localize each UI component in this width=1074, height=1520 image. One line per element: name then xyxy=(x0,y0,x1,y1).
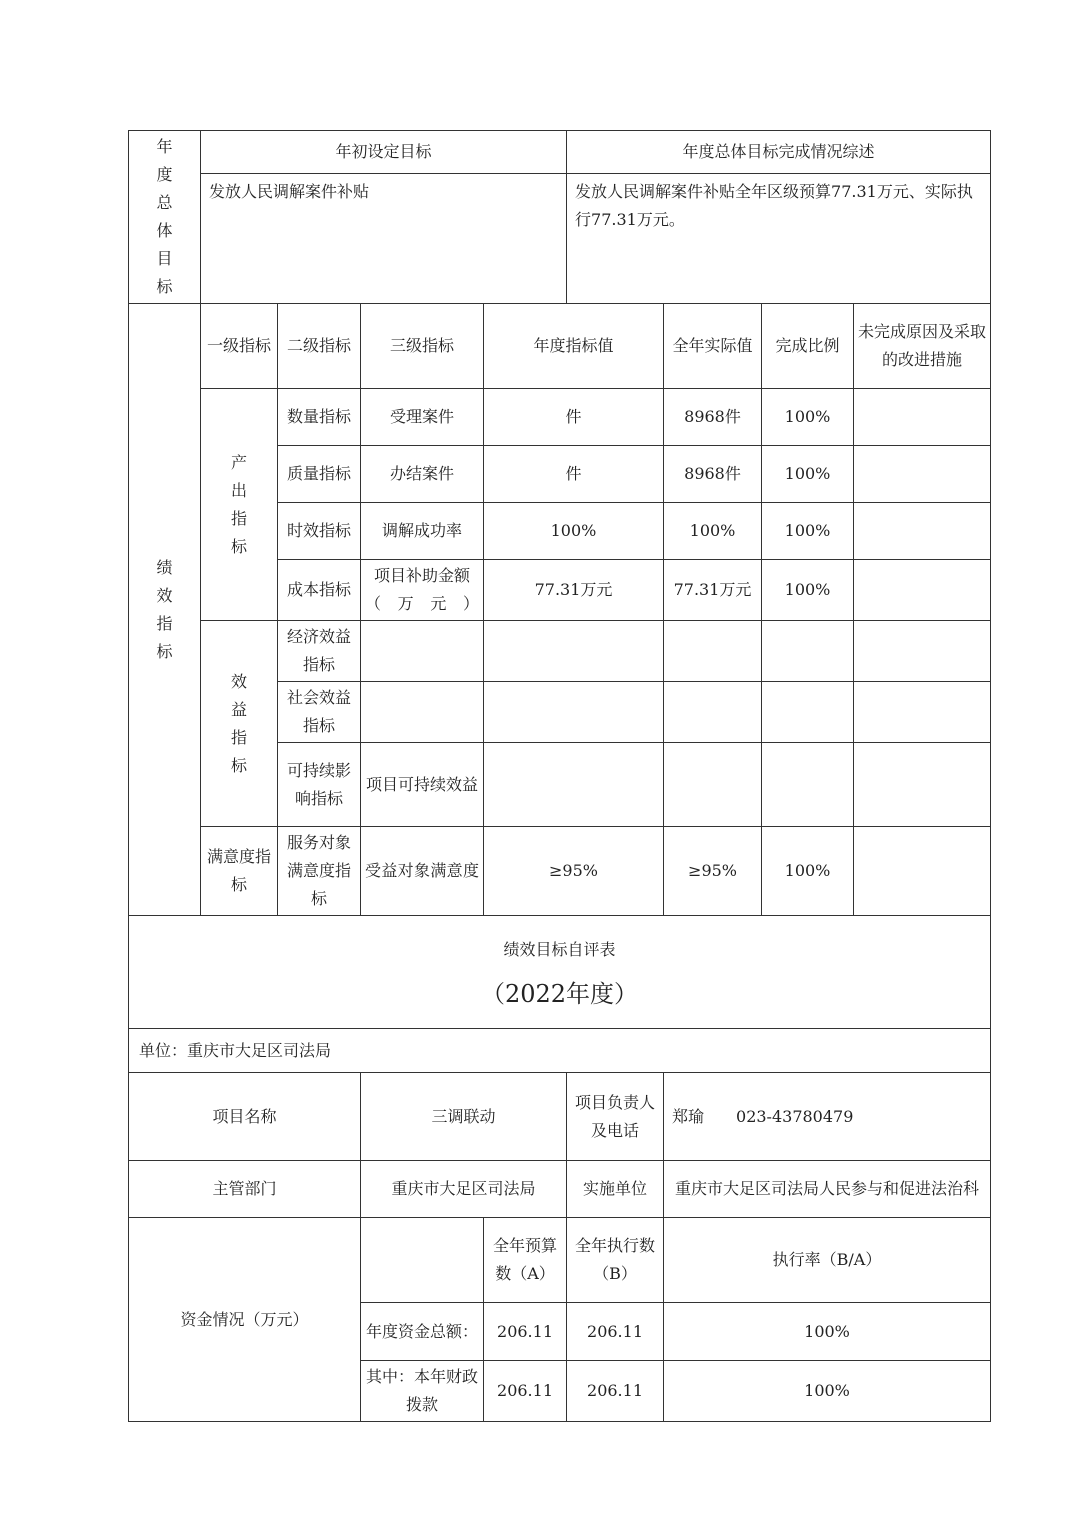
goal-col-summary: 年度总体目标完成情况综述 xyxy=(567,131,991,174)
reason-cell xyxy=(854,682,991,743)
funds-col-exec: 全年执行数（B） xyxy=(567,1218,664,1303)
fund-row-budget: 206.11 xyxy=(484,1361,567,1422)
perf-header-target: 年度指标值 xyxy=(484,304,664,389)
target-cell: 件 xyxy=(484,389,664,446)
perf-header-l3: 三级指标 xyxy=(361,304,484,389)
reason-cell xyxy=(854,621,991,682)
l2-cell: 质量指标 xyxy=(278,446,361,503)
goal-side-label: 年 度 总 体 目 标 xyxy=(129,131,201,304)
ratio-cell: 100% xyxy=(762,503,854,560)
ratio-cell: 100% xyxy=(762,827,854,916)
actual-cell: ≥95% xyxy=(664,827,762,916)
goal-summary: 发放人民调解案件补贴全年区级预算77.31万元、实际执行77.31万元。 xyxy=(567,173,991,303)
unit-line: 单位：重庆市大足区司法局 xyxy=(129,1029,991,1073)
reason-cell xyxy=(854,389,991,446)
fund-row-budget: 206.11 xyxy=(484,1303,567,1361)
actual-cell: 8968件 xyxy=(664,389,762,446)
l3-cell: 受理案件 xyxy=(361,389,484,446)
l2-cell: 时效指标 xyxy=(278,503,361,560)
funds-label: 资金情况（万元） xyxy=(129,1218,361,1422)
actual-cell: 77.31万元 xyxy=(664,560,762,621)
owner-label: 项目负责人及电话 xyxy=(567,1073,664,1161)
reason-cell xyxy=(854,827,991,916)
target-cell xyxy=(484,743,664,827)
impl-label: 实施单位 xyxy=(567,1161,664,1218)
fund-row-rate: 100% xyxy=(664,1303,991,1361)
table-row xyxy=(129,389,991,446)
fund-row-label: 年度资金总额： xyxy=(361,1303,484,1361)
actual-cell xyxy=(664,682,762,743)
dept-label: 主管部门 xyxy=(129,1161,361,1218)
ratio-cell xyxy=(762,682,854,743)
perf-side-label: 绩 效 指 标 xyxy=(129,304,201,916)
actual-cell xyxy=(664,743,762,827)
l3-cell xyxy=(361,621,484,682)
actual-cell: 100% xyxy=(664,503,762,560)
output-label: 产 出 指 标 xyxy=(201,389,278,621)
benefit-label: 效 益 指 标 xyxy=(201,621,278,827)
owner-value: 郑瑜 023-43780479 xyxy=(664,1073,991,1161)
fund-row-label: 其中：本年财政拨款 xyxy=(361,1361,484,1422)
ratio-cell xyxy=(762,743,854,827)
l2-cell: 可持续影响指标 xyxy=(278,743,361,827)
perf-header-ratio: 完成比例 xyxy=(762,304,854,389)
performance-table xyxy=(128,130,991,1422)
form-title-cell xyxy=(129,916,991,1029)
reason-cell xyxy=(854,446,991,503)
actual-cell xyxy=(664,621,762,682)
table-row xyxy=(129,827,991,916)
perf-header-actual: 全年实际值 xyxy=(664,304,762,389)
target-cell: 77.31万元 xyxy=(484,560,664,621)
ratio-cell xyxy=(762,621,854,682)
page-subtitle: （2022年度） xyxy=(480,980,639,1008)
fund-row-rate: 100% xyxy=(664,1361,991,1422)
funds-blank-header xyxy=(361,1218,484,1303)
funds-col-rate: 执行率（B/A） xyxy=(664,1218,991,1303)
l3-cell xyxy=(361,682,484,743)
project-name-label: 项目名称 xyxy=(129,1073,361,1161)
reason-cell xyxy=(854,560,991,621)
dept-value: 重庆市大足区司法局 xyxy=(361,1161,567,1218)
l3-cell: 项目可持续效益 xyxy=(361,743,484,827)
target-cell: 100% xyxy=(484,503,664,560)
target-cell: ≥95% xyxy=(484,827,664,916)
table-row xyxy=(129,621,991,682)
funds-col-budget: 全年预算数（A） xyxy=(484,1218,567,1303)
ratio-cell: 100% xyxy=(762,560,854,621)
ratio-cell: 100% xyxy=(762,389,854,446)
perf-header-reason: 未完成原因及采取的改进措施 xyxy=(854,304,991,389)
l3-cell: 项目补助金额（万元） xyxy=(361,560,484,621)
l3-cell: 受益对象满意度 xyxy=(361,827,484,916)
reason-cell xyxy=(854,743,991,827)
l2-cell: 成本指标 xyxy=(278,560,361,621)
ratio-cell: 100% xyxy=(762,446,854,503)
l2-cell: 服务对象满意度指标 xyxy=(278,827,361,916)
l3-cell: 办结案件 xyxy=(361,446,484,503)
target-cell xyxy=(484,682,664,743)
fund-row-exec: 206.11 xyxy=(567,1303,664,1361)
goal-col-initial: 年初设定目标 xyxy=(201,131,567,174)
page-title: 绩效目标自评表 xyxy=(503,940,616,959)
goal-initial: 发放人民调解案件补贴 xyxy=(201,173,567,303)
actual-cell: 8968件 xyxy=(664,446,762,503)
target-cell xyxy=(484,621,664,682)
perf-header-l2: 二级指标 xyxy=(278,304,361,389)
l2-cell: 经济效益指标 xyxy=(278,621,361,682)
target-cell: 件 xyxy=(484,446,664,503)
l2-cell: 社会效益指标 xyxy=(278,682,361,743)
satisfaction-label: 满意度指标 xyxy=(201,827,278,916)
impl-value: 重庆市大足区司法局人民参与和促进法治科 xyxy=(664,1161,991,1218)
l2-cell: 数量指标 xyxy=(278,389,361,446)
fund-row-exec: 206.11 xyxy=(567,1361,664,1422)
project-name: 三调联动 xyxy=(361,1073,567,1161)
perf-header-l1: 一级指标 xyxy=(201,304,278,389)
l3-cell: 调解成功率 xyxy=(361,503,484,560)
reason-cell xyxy=(854,503,991,560)
